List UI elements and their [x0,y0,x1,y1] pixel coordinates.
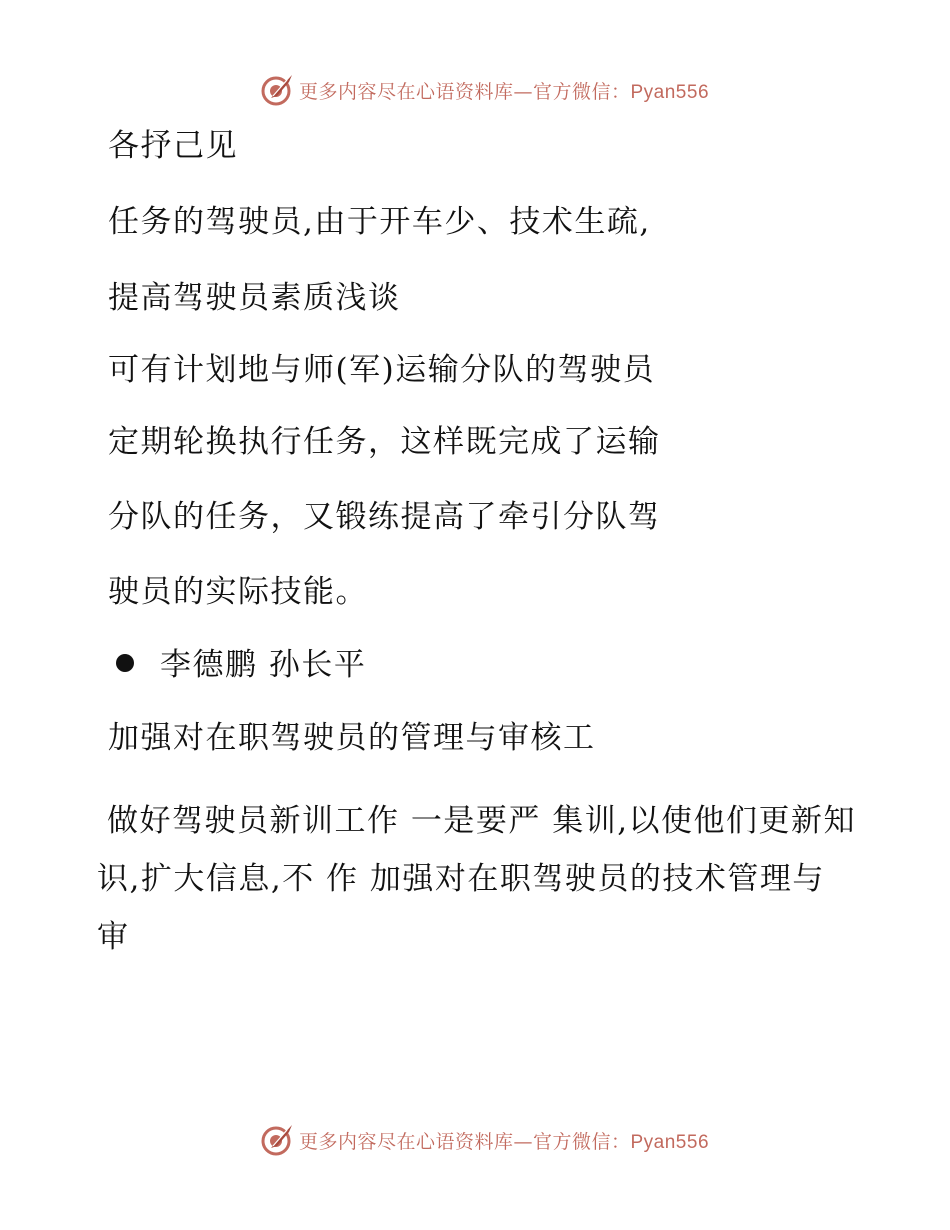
text-line: 驶员的实际技能。 [108,574,368,610]
heading-line: 各抒己见 [108,128,238,164]
body-paragraph: 做好驾驶员新训工作 一是要严 集训,以使他们更新知识,扩大信息,不 作 加强对在职驾驶员的技术管理与审 [97,803,857,955]
watermark-header [0,70,950,110]
watermark-text: 更多内容尽在心语资料库—官方微信：Pyan556 [298,1130,710,1153]
quill-logo-icon [259,1122,295,1158]
author-names: 李德鹏 孙长平 [160,647,367,683]
text-line: 分队的任务，又锻练提高了牵引分队驾 [108,499,661,535]
text-line: 定期轮换执行任务，这样既完成了运输 [108,424,661,460]
text-line: 可有计划地与师(军)运输分队的驾驶员 [108,352,656,388]
bullet-icon [116,654,134,672]
watermark-footer [0,1120,950,1160]
quill-logo-icon [259,72,295,108]
article-title: 提高驾驶员素质浅谈 [108,280,401,316]
text-line: 任务的驾驶员,由于开车少、技术生疏, [108,204,651,240]
watermark-text: 更多内容尽在心语资料库—官方微信：Pyan556 [298,80,710,103]
section-heading: 加强对在职驾驶员的管理与审核工 [108,720,596,756]
